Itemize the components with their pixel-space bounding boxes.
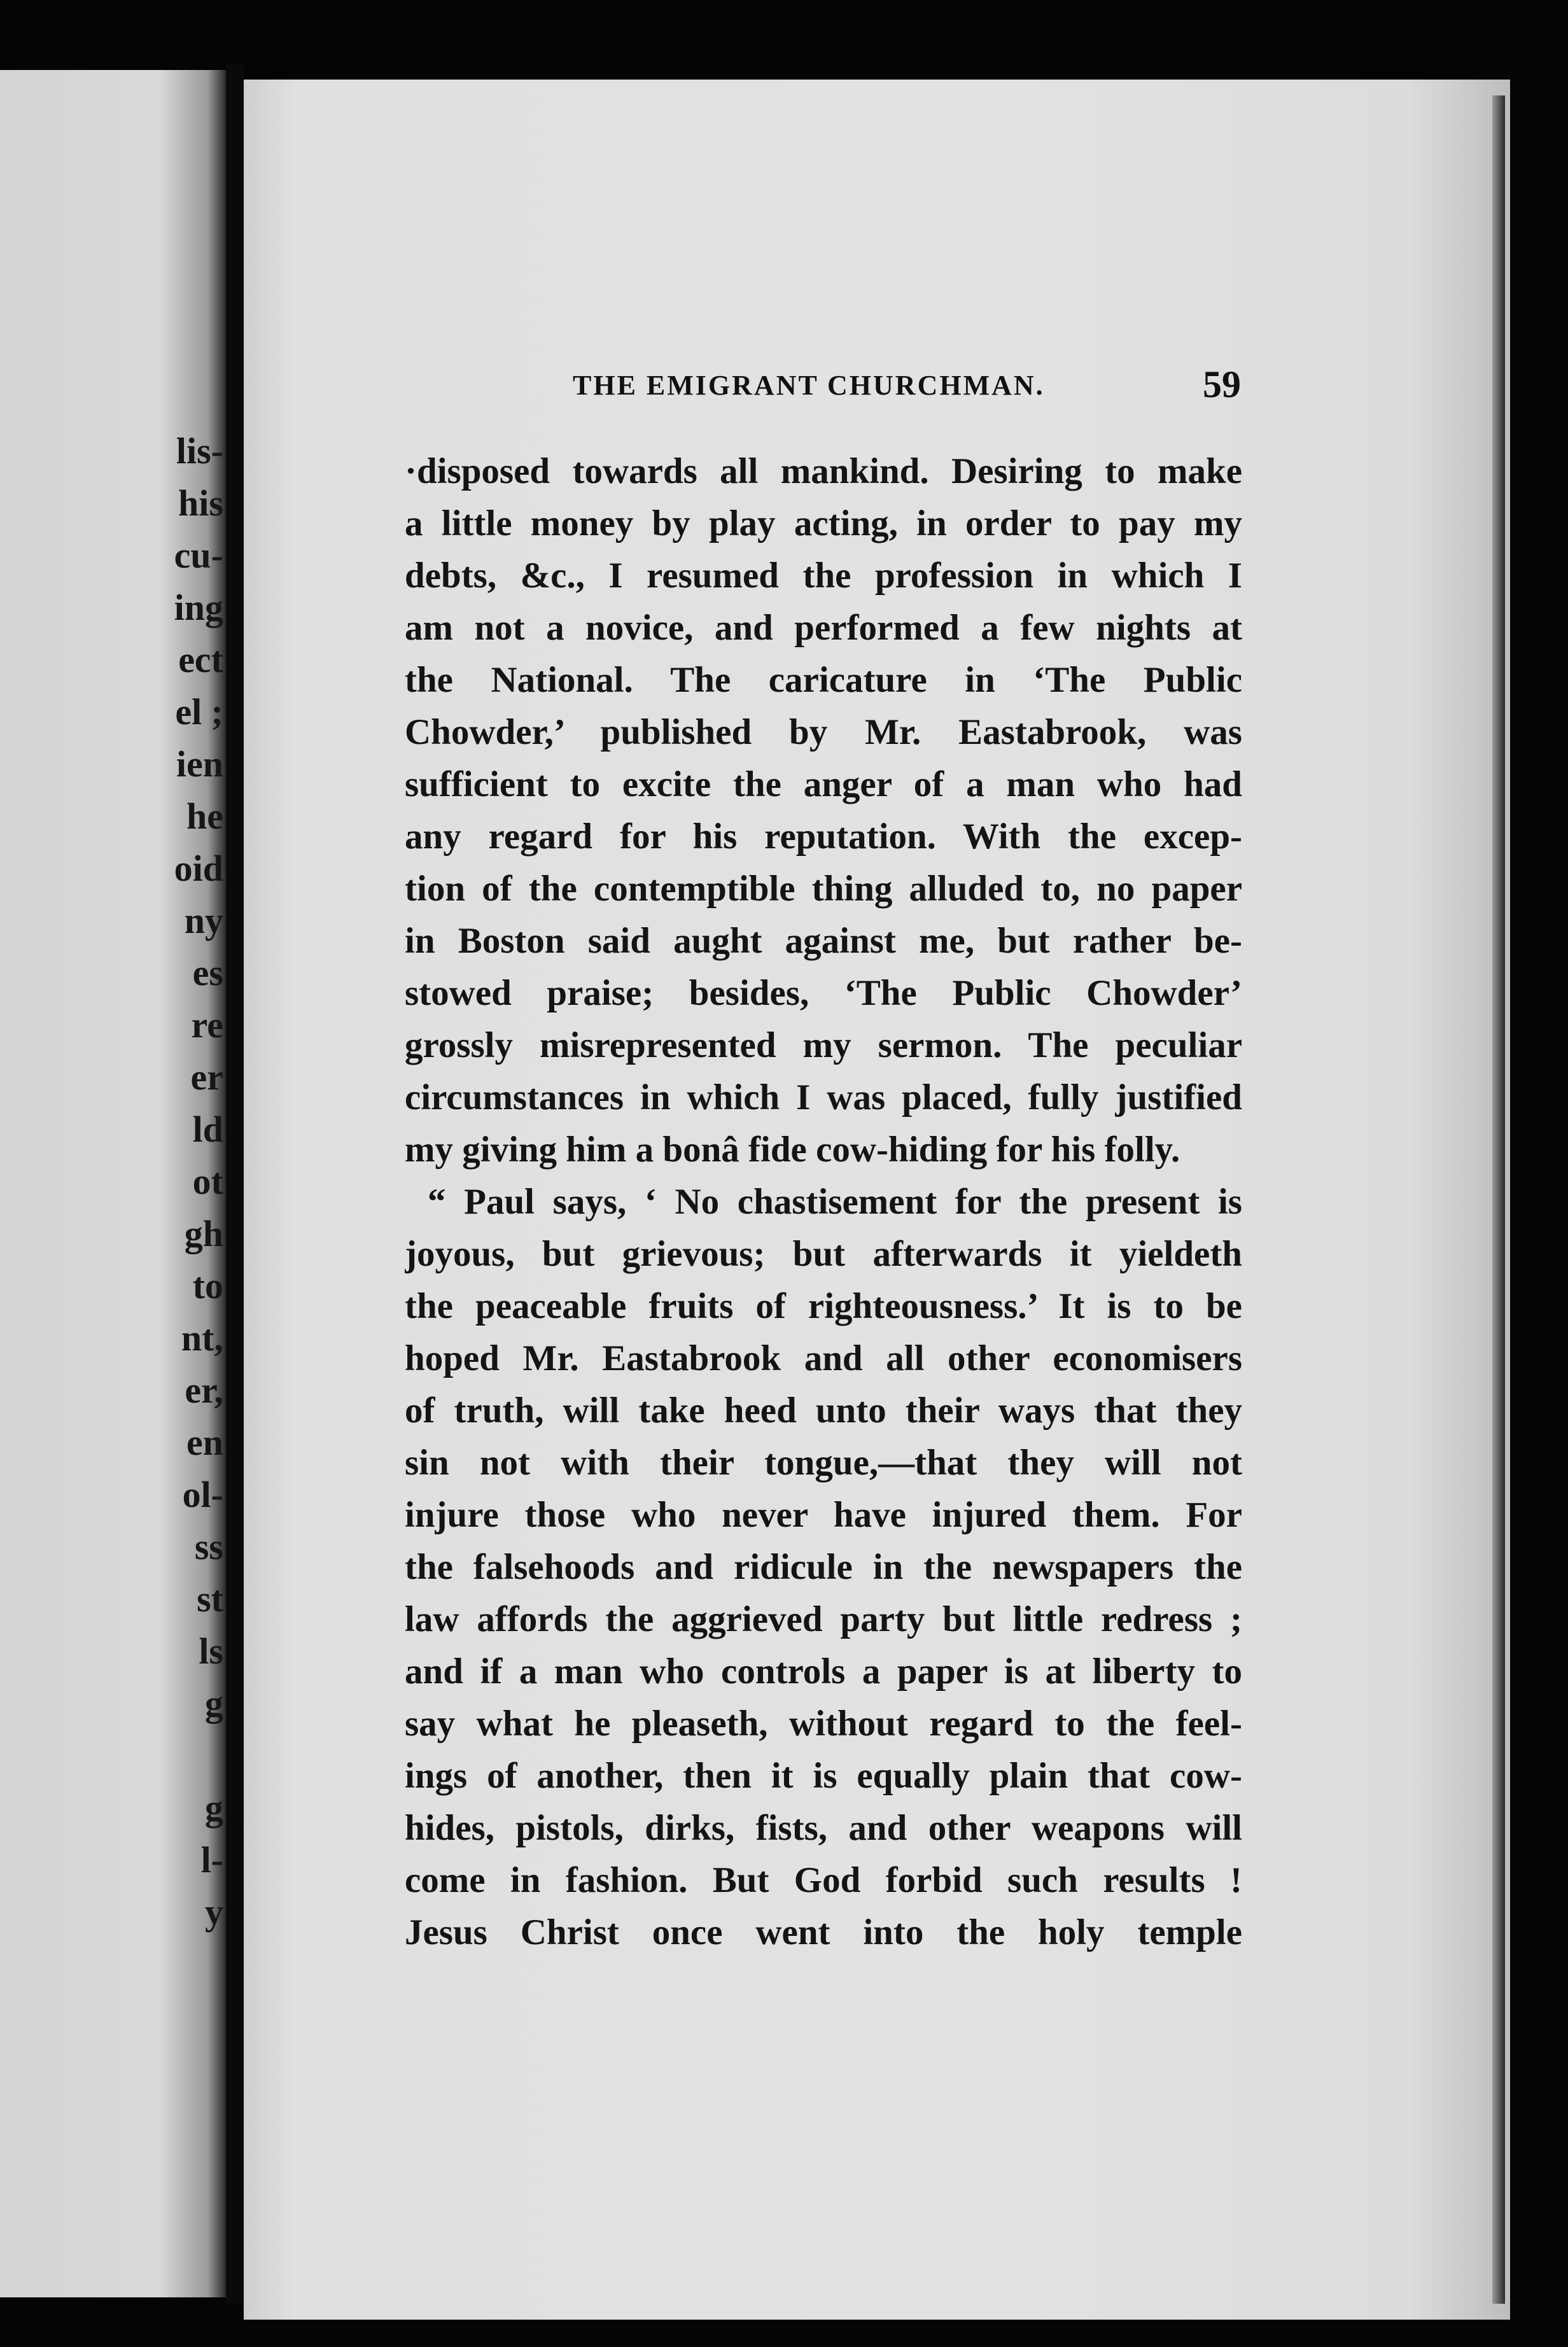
text-line: “ Paul says, ‘ No chastisement for the present is	[428, 1182, 1242, 1222]
left-fragment: g	[205, 1683, 223, 1724]
text-line: and if a man who controls a paper is at liberty to	[405, 1651, 1242, 1692]
body-text	[405, 445, 1242, 1959]
left-fragment: he	[186, 795, 223, 837]
left-fragment: ien	[176, 743, 223, 785]
text-line: the peaceable fruits of righteousness.’ It is to be	[405, 1286, 1242, 1326]
text-line: hoped Mr. Eastabrook and all other economisers	[405, 1338, 1242, 1378]
text-line: grossly misrepresented my sermon. The peculiar	[405, 1025, 1242, 1065]
page-header	[573, 363, 1241, 407]
left-fragment: re	[191, 1004, 223, 1046]
page-number: 59	[1203, 363, 1241, 405]
text-line: sufficient to excite the anger of a man who had	[405, 764, 1242, 804]
left-fragment: oid	[174, 848, 223, 889]
left-fragment: l-	[200, 1839, 223, 1881]
left-fragment: g	[205, 1787, 223, 1828]
left-fragment: ss	[194, 1526, 223, 1567]
left-fragment: en	[186, 1422, 223, 1463]
left-fragment: st	[197, 1578, 223, 1620]
left-fragment: ny	[184, 900, 223, 941]
text-line: the National. The caricature in ‘The Public	[405, 660, 1242, 700]
left-page-edge	[0, 70, 226, 2297]
text-line: come in fashion. But God forbid such results !	[405, 1860, 1242, 1900]
text-line: Chowder,’ published by Mr. Eastabrook, was	[405, 712, 1242, 752]
left-fragment: el ;	[175, 691, 223, 732]
left-fragment: y	[205, 1891, 223, 1933]
text-line: sin not with their tongue,—that they will not	[405, 1443, 1242, 1483]
text-line: of truth, will take heed unto their ways that they	[405, 1391, 1242, 1431]
text-line: injure those who never have injured them. For	[405, 1495, 1242, 1535]
left-fragment: es	[192, 952, 223, 993]
text-line: tion of the contemptible thing alluded to, no paper	[405, 869, 1242, 909]
text-line: stowed praise; besides, ‘The Public Chowder’	[405, 973, 1242, 1013]
left-fragment: ol-	[182, 1474, 223, 1515]
left-fragment: cu-	[174, 535, 223, 576]
text-line: ings of another, then it is equally plain that cow-	[405, 1756, 1242, 1796]
text-line: hides, pistols, dirks, fists, and other weapons will	[405, 1808, 1242, 1848]
book-gutter	[226, 64, 244, 2304]
text-line: any regard for his reputation. With the excep-	[405, 816, 1242, 857]
left-fragment: er	[190, 1056, 223, 1098]
text-line: circumstances in which I was placed, fully justified	[405, 1077, 1242, 1117]
left-fragment: lis-	[176, 430, 223, 472]
running-head: THE EMIGRANT CHURCHMAN.	[573, 370, 1045, 401]
text-line: a little money by play acting, in order to pay my	[405, 503, 1242, 543]
text-line: my giving him a bonâ fide cow-hiding for his folly.	[405, 1130, 1180, 1170]
left-fragment: ect	[178, 639, 223, 680]
text-line: say what he pleaseth, without regard to the feel-	[405, 1704, 1242, 1744]
text-line: joyous, but grievous; but afterwards it yieldeth	[405, 1234, 1242, 1274]
left-fragment: nt,	[181, 1317, 223, 1359]
left-fragment: his	[178, 482, 223, 524]
left-fragment: er,	[185, 1370, 223, 1411]
text-line: debts, &c., I resumed the profession in which I	[405, 556, 1242, 596]
page-edge-shadow	[1492, 95, 1505, 2304]
left-fragment: ing	[174, 587, 223, 628]
text-line: ·disposed towards all mankind. Desiring to make	[405, 451, 1242, 491]
left-fragment: ot	[192, 1161, 223, 1202]
left-fragment: ld	[192, 1109, 223, 1150]
left-fragment: to	[192, 1265, 223, 1307]
text-line: law affords the aggrieved party but little redress ;	[405, 1599, 1242, 1639]
text-line: in Boston said aught against me, but rather be-	[405, 921, 1242, 961]
text-line: am not a novice, and performed a few nights at	[405, 608, 1242, 648]
left-fragment: gh	[184, 1213, 223, 1254]
text-line: the falsehoods and ridicule in the newspapers the	[405, 1547, 1242, 1587]
text-line: Jesus Christ once went into the holy temple	[405, 1912, 1242, 1952]
left-fragment: ls	[199, 1630, 223, 1672]
